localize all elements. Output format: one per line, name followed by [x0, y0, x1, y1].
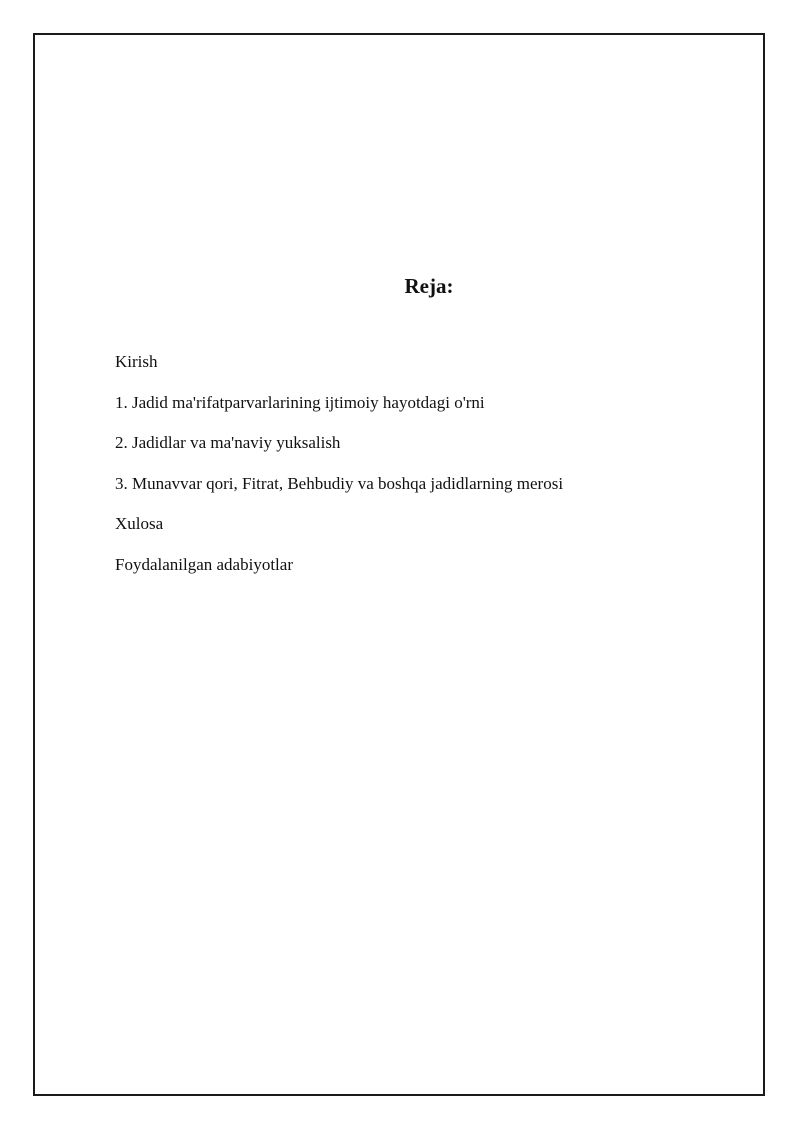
- plan-item-1: 1. Jadid ma'rifatparvarlarining ijtimoiy hayotdagi o'rni: [115, 392, 485, 412]
- plan-item-3: 3. Munavvar qori, Fitrat, Behbudiy va boshqa jadidlarning merosi: [115, 473, 564, 493]
- plan-item-conclusion: Xulosa: [115, 514, 164, 533]
- page-title: Reja:: [404, 274, 454, 298]
- plan-list: [115, 351, 563, 594]
- plan-item-introduction: Kirish: [115, 352, 158, 371]
- plan-item-references: Foydalanilgan adabiyotlar: [115, 554, 293, 574]
- plan-item-2: 2. Jadidlar va ma'naviy yuksalish: [115, 433, 341, 452]
